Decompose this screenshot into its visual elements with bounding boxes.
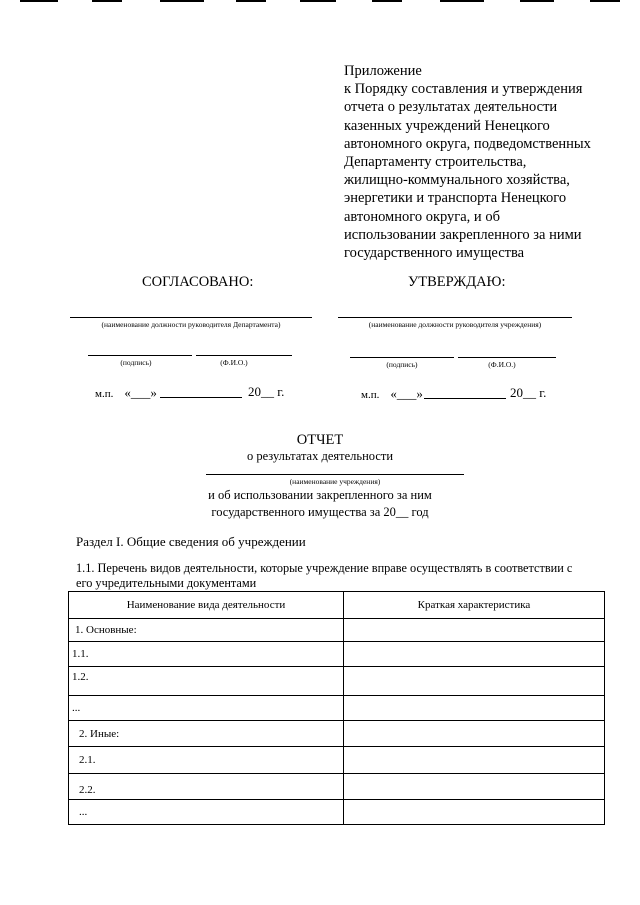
approve-signature-caption: (подпись) bbox=[386, 360, 418, 369]
description-cell[interactable] bbox=[344, 747, 605, 774]
section-1-title: Раздел I. Общие сведения об учреждении bbox=[76, 534, 306, 549]
description-cell[interactable] bbox=[344, 642, 605, 667]
institution-caption: (наименование учреждения) bbox=[289, 477, 381, 486]
table-row bbox=[69, 721, 605, 747]
appendix-line: использовании закрепленного за ними bbox=[344, 226, 582, 243]
appendix-line: отчета о результатах деятельности bbox=[344, 99, 558, 116]
approve-month-line[interactable] bbox=[424, 398, 506, 399]
agreed-year: 20__ г. bbox=[248, 384, 285, 399]
agreed-signature-caption: (подпись) bbox=[120, 358, 152, 367]
table-row bbox=[69, 800, 605, 825]
description-cell[interactable] bbox=[344, 667, 605, 696]
approve-year: 20__ г. bbox=[510, 385, 547, 400]
appendix-line: Департаменту строительства, bbox=[344, 154, 527, 171]
appendix-line: государственного имущества bbox=[344, 245, 525, 262]
activity-cell[interactable]: 2. Иные: bbox=[69, 721, 344, 747]
table-header-activity: Наименование вида деятельности bbox=[69, 592, 344, 619]
activity-cell[interactable]: 1.1. bbox=[69, 642, 344, 667]
agreed-stamp-date bbox=[95, 385, 157, 401]
appendix-line: казенных учреждений Ненецкого bbox=[344, 117, 550, 134]
agreed-day: «___» bbox=[124, 385, 157, 400]
description-cell[interactable] bbox=[344, 619, 605, 642]
appendix-line: энергетики и транспорта Ненецкого bbox=[344, 190, 567, 207]
table-row bbox=[69, 747, 605, 774]
activities-table bbox=[68, 591, 605, 825]
agreed-position-line[interactable] bbox=[70, 317, 312, 318]
appendix-block bbox=[344, 62, 634, 262]
activity-cell[interactable]: 1.2. bbox=[69, 667, 344, 696]
activity-cell[interactable]: 2.2. bbox=[69, 774, 344, 800]
activity-cell[interactable]: 1. Основные: bbox=[69, 619, 344, 642]
agreed-month-line[interactable] bbox=[160, 397, 242, 398]
approve-mp: м.п. bbox=[361, 389, 380, 401]
report-line-4: государственного имущества за 20__ год bbox=[211, 505, 429, 519]
agreed-header: СОГЛАСОВАНО: bbox=[142, 274, 254, 290]
approve-position-line[interactable] bbox=[338, 317, 572, 318]
table-header-description: Краткая характеристика bbox=[344, 592, 605, 619]
table-row bbox=[69, 667, 605, 696]
table-row bbox=[69, 642, 605, 667]
table-header-row bbox=[69, 592, 605, 619]
description-cell[interactable] bbox=[344, 800, 605, 825]
agreed-name-line[interactable] bbox=[196, 355, 292, 356]
report-line-3: и об использовании закрепленного за ним bbox=[208, 488, 432, 502]
description-cell[interactable] bbox=[344, 721, 605, 747]
table-row bbox=[69, 619, 605, 642]
table-row bbox=[69, 696, 605, 721]
appendix-line: Приложение bbox=[344, 63, 422, 79]
agreed-signature-line[interactable] bbox=[88, 355, 192, 356]
activity-cell[interactable]: 2.1. bbox=[69, 747, 344, 774]
agreed-name-caption: (Ф.И.О.) bbox=[220, 358, 248, 367]
approve-stamp-date bbox=[361, 386, 423, 402]
approve-day: «___» bbox=[390, 386, 423, 401]
report-title: ОТЧЕТ bbox=[296, 432, 344, 448]
approve-name-line[interactable] bbox=[458, 357, 556, 358]
item-1-1-text: 1.1. Перечень видов деятельности, которые учреждение вправе осуществлять в соответствии с bbox=[76, 561, 573, 575]
activity-cell[interactable]: ... bbox=[69, 800, 344, 825]
approve-header: УТВЕРЖДАЮ: bbox=[408, 274, 506, 290]
approve-position-caption: (наименование должности руководителя учреждения) bbox=[368, 320, 542, 329]
approve-name-caption: (Ф.И.О.) bbox=[488, 360, 516, 369]
description-cell[interactable] bbox=[344, 774, 605, 800]
appendix-line: к Порядку составления и утверждения bbox=[344, 81, 583, 98]
appendix-line: автономного округа, подведомственных bbox=[344, 135, 591, 152]
scan-edge bbox=[0, 0, 640, 3]
activity-cell[interactable]: ... bbox=[69, 696, 344, 721]
approve-signature-line[interactable] bbox=[350, 357, 454, 358]
description-cell[interactable] bbox=[344, 696, 605, 721]
appendix-line: автономного округа, и об bbox=[344, 208, 500, 225]
agreed-position-caption: (наименование должности руководителя Департамента) bbox=[101, 320, 281, 329]
institution-line[interactable] bbox=[206, 474, 464, 475]
agreed-mp: м.п. bbox=[95, 388, 114, 400]
item-1-1-text-cont: его учредительными документами bbox=[76, 576, 257, 590]
report-subtitle: о результатах деятельности bbox=[246, 449, 394, 463]
appendix-line: жилищно-коммунального хозяйства, bbox=[344, 172, 570, 189]
table-row bbox=[69, 774, 605, 800]
